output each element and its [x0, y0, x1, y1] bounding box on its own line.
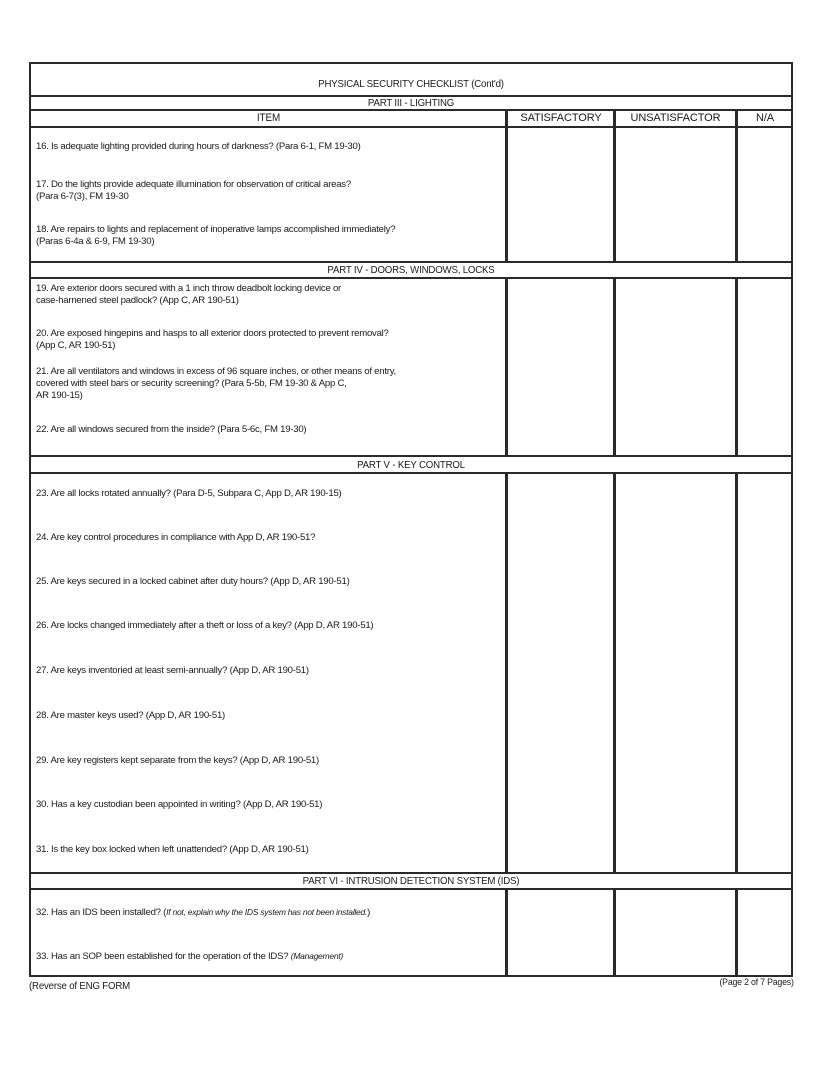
column-divider: [735, 110, 738, 261]
divider: [31, 872, 791, 874]
form-footer-left: (Reverse of ENG FORM: [29, 980, 130, 992]
checklist-item-24: 24. Are key control procedures in compliance with App D, AR 190-51?: [36, 532, 316, 543]
checklist-item-33: 33. Has an SOP been established for the operation of the IDS? (Management): [36, 951, 344, 962]
part-vi-unsatisfactory-cell[interactable]: [617, 890, 736, 975]
divider: [31, 109, 791, 111]
column-header-satisfactory: SATISFACTORY: [520, 112, 602, 124]
checklist-item-31: 31. Is the key box locked when left unattended? (App D, AR 190-51): [36, 844, 309, 855]
divider: [31, 455, 791, 457]
part-v-unsatisfactory-cell[interactable]: [617, 474, 736, 872]
part-iii-satisfactory-cell[interactable]: [508, 128, 614, 261]
checklist-item-21: 21. Are all ventilators and windows in excess of 96 square inches, or other means of entry, covered with steel bars or security screening? (Para 5-5b, FM 19-30 & App C, AR 190-15): [36, 366, 396, 401]
part-iv-na-cell[interactable]: [739, 279, 793, 455]
checklist-item-27: 27. Are keys inventoried at least semi-annually? (App D, AR 190-51): [36, 665, 309, 676]
part-iii-na-cell[interactable]: [739, 128, 793, 261]
part-iv-unsatisfactory-cell[interactable]: [617, 279, 736, 455]
page-number: (Page 2 of 7 Pages): [719, 977, 794, 988]
column-divider: [613, 473, 616, 872]
checklist-item-26: 26. Are locks changed immediately after a theft or loss of a key? (App D, AR 190-51): [36, 620, 374, 631]
form-title: PHYSICAL SECURITY CHECKLIST (Cont'd): [318, 78, 504, 90]
column-divider: [735, 889, 738, 977]
checklist-item-17: 17. Do the lights provide adequate illumination for observation of critical areas? (Para 6-7(3), FM 19-30: [36, 179, 351, 202]
part-iv-satisfactory-cell[interactable]: [508, 279, 614, 455]
checklist-item-32: 32. Has an IDS been installed? (If not, explain why the IDS system has not been installed.): [36, 907, 371, 918]
divider: [31, 261, 791, 263]
column-divider: [613, 110, 616, 261]
column-divider: [505, 278, 508, 455]
part-iii-unsatisfactory-cell[interactable]: [617, 128, 736, 261]
checklist-item-30: 30. Has a key custodian been appointed in writing? (App D, AR 190-51): [36, 799, 323, 810]
column-divider: [735, 473, 738, 872]
checklist-item-29: 29. Are key registers kept separate from the keys? (App D, AR 190-51): [36, 755, 319, 766]
checklist-form: [29, 62, 793, 977]
part-v-satisfactory-cell[interactable]: [508, 474, 614, 872]
column-divider: [505, 110, 508, 261]
column-header-item: ITEM: [256, 112, 281, 124]
section-header-part-iv: PART IV - DOORS, WINDOWS, LOCKS: [327, 264, 495, 276]
column-header-unsatisfactory: UNSATISFACTOR: [630, 112, 721, 124]
part-v-na-cell[interactable]: [739, 474, 793, 872]
part-vi-satisfactory-cell[interactable]: [508, 890, 614, 975]
checklist-item-19: 19. Are exterior doors secured with a 1 inch throw deadbolt locking device or case-harnened steel padlock? (App C, AR 190-51): [36, 283, 341, 306]
section-header-part-vi: PART VI - INTRUSION DETECTION SYSTEM (IDS): [302, 875, 520, 887]
column-header-na: N/A: [755, 112, 775, 124]
part-vi-na-cell[interactable]: [739, 890, 793, 975]
checklist-item-22: 22. Are all windows secured from the inside? (Para 5-6c, FM 19-30): [36, 424, 307, 435]
section-header-part-iii: PART III - LIGHTING: [367, 97, 455, 109]
checklist-item-18: 18. Are repairs to lights and replacement of inoperative lamps accomplished immediately? (Paras 6-4a & 6-9, FM 19-30): [36, 224, 396, 247]
checklist-item-28: 28. Are master keys used? (App D, AR 190-51): [36, 710, 225, 721]
column-divider: [735, 278, 738, 455]
checklist-item-16: 16. Is adequate lighting provided during hours of darkness? (Para 6-1, FM 19-30): [36, 141, 361, 152]
section-header-part-v: PART V - KEY CONTROL: [357, 459, 465, 471]
column-divider: [613, 278, 616, 455]
checklist-item-20: 20. Are exposed hingepins and hasps to all exterior doors protected to prevent removal? (App C, AR 190-51): [36, 328, 389, 351]
column-divider: [613, 889, 616, 977]
column-divider: [505, 889, 508, 977]
column-divider: [505, 473, 508, 872]
checklist-item-25: 25. Are keys secured in a locked cabinet after duty hours? (App D, AR 190-51): [36, 576, 350, 587]
checklist-item-23: 23. Are all locks rotated annually? (Para D-5, Subpara C, App D, AR 190-15): [36, 488, 342, 499]
